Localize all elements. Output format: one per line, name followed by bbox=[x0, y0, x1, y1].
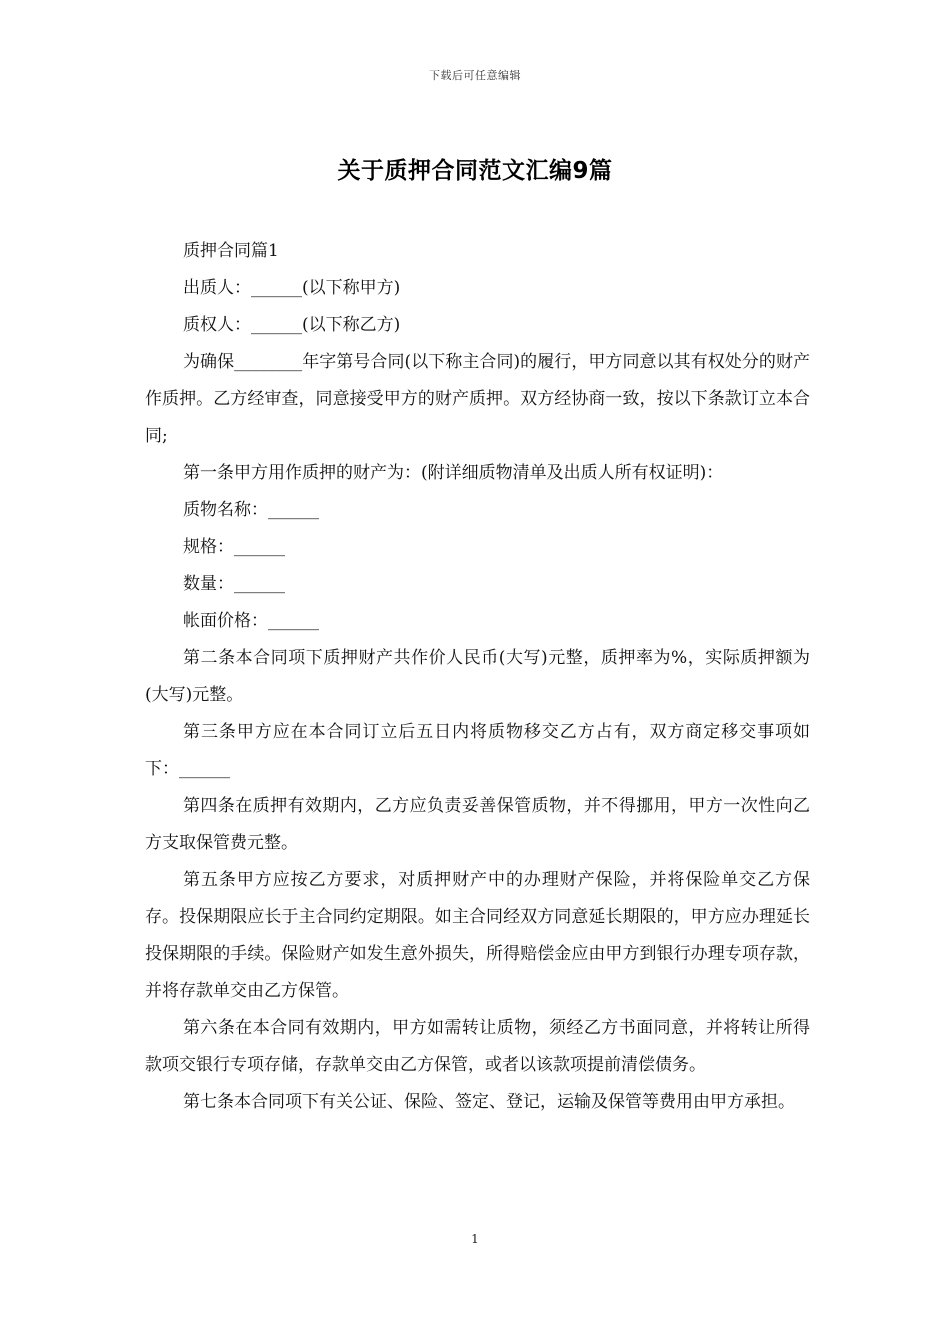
page-number: 1 bbox=[471, 1232, 479, 1246]
document-body bbox=[145, 233, 810, 1121]
pledge-item-quantity: 数量：______ bbox=[183, 574, 285, 594]
article-1: 第一条甲方用作质押的财产为：(附详细质物清单及出质人所有权证明)： bbox=[183, 463, 724, 483]
article-2: 第二条本合同项下质押财产共作价人民币(大写)元整，质押率为%，实际质押额为(大写)元整。 bbox=[145, 648, 810, 705]
section-heading: 质押合同篇1 bbox=[183, 241, 279, 261]
document-title: 关于质押合同范文汇编9篇 bbox=[337, 158, 613, 184]
pledge-item-spec: 规格：______ bbox=[183, 537, 285, 557]
article-3: 第三条甲方应在本合同订立后五日内将质物移交乙方占有，双方商定移交事项如下：______ bbox=[145, 722, 810, 779]
pledge-item-name: 质物名称：______ bbox=[183, 500, 319, 520]
article-5: 第五条甲方应按乙方要求，对质押财产中的办理财产保险，并将保险单交乙方保存。投保期限应长于主合同约定期限。如主合同经双方同意延长期限的，甲方应办理延长投保期限的手续。保险财产如发生意外损失，所得赔偿金应由甲方到银行办理专项存款，并将存款单交由乙方保管。 bbox=[145, 870, 810, 1001]
pledgor-line: 出质人：______(以下称甲方) bbox=[183, 278, 401, 298]
article-7: 第七条本合同项下有关公证、保险、签定、登记，运输及保管等费用由甲方承担。 bbox=[183, 1092, 795, 1112]
preamble-paragraph: 为确保________年字第号合同(以下称主合同)的履行，甲方同意以其有权处分的财产作质押。乙方经审查，同意接受甲方的财产质押。双方经协商一致，按以下条款订立本合同; bbox=[145, 352, 810, 446]
pledgee-line: 质权人：______(以下称乙方) bbox=[183, 315, 401, 335]
header-note: 下载后可任意编辑 bbox=[429, 69, 521, 82]
article-4: 第四条在质押有效期内，乙方应负责妥善保管质物，并不得挪用，甲方一次性向乙方支取保管费元整。 bbox=[145, 796, 810, 853]
article-6: 第六条在本合同有效期内，甲方如需转让质物，须经乙方书面同意，并将转让所得款项交银行专项存储，存款单交由乙方保管，或者以该款项提前清偿债务。 bbox=[145, 1018, 810, 1075]
pledge-item-book-value: 帐面价格：______ bbox=[183, 611, 319, 631]
